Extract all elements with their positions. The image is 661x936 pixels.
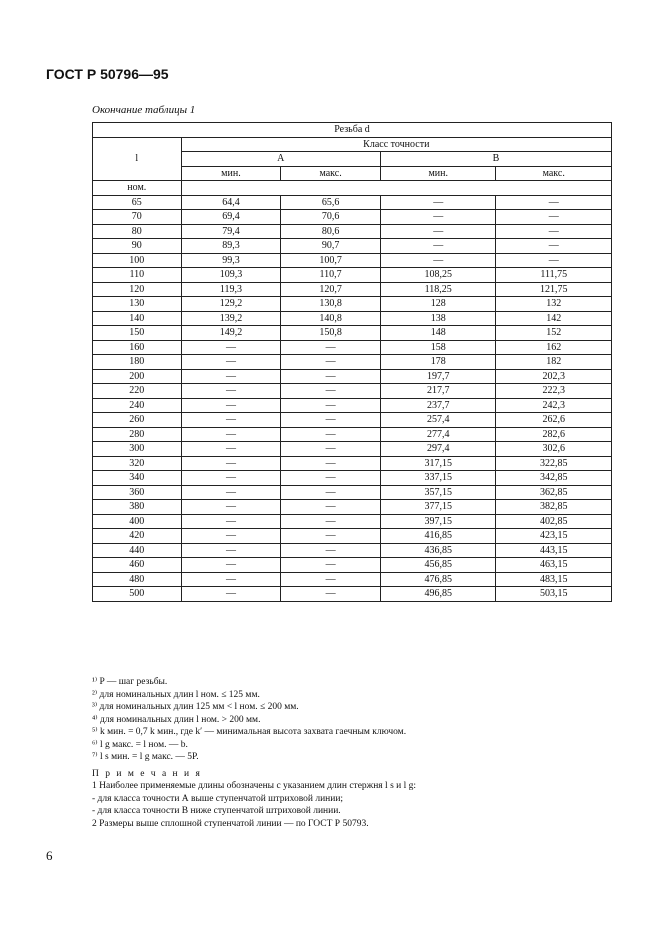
- table-cell: 500: [93, 587, 182, 602]
- footnote: ⁷⁾ l s мин. = l g макс. — 5P.: [92, 752, 199, 763]
- table-cell: 460: [93, 558, 182, 573]
- table-cell: 132: [496, 297, 612, 312]
- table-cell: —: [181, 558, 281, 573]
- table-cell: 70: [93, 210, 182, 225]
- footnote: ³⁾ для номинальных длин 125 мм < l ном. ≤ 200 мм.: [92, 702, 299, 713]
- table-cell: 402,85: [496, 514, 612, 529]
- table-cell: 162: [496, 340, 612, 355]
- table-cell: 297,4: [380, 442, 496, 457]
- table-cell: —: [181, 500, 281, 515]
- table-cell: 463,15: [496, 558, 612, 573]
- table-row: [93, 268, 612, 283]
- table-row: [93, 543, 612, 558]
- table-cell: —: [181, 529, 281, 544]
- table-cell: 150: [93, 326, 182, 341]
- table-row: [93, 413, 612, 428]
- table-cell: —: [181, 543, 281, 558]
- table-cell: 380: [93, 500, 182, 515]
- table-row: [93, 572, 612, 587]
- table-row: [93, 340, 612, 355]
- table-cell: —: [281, 456, 381, 471]
- table-cell: 100,7: [281, 253, 381, 268]
- table-cell: —: [281, 340, 381, 355]
- document-header: ГОСТ Р 50796—95: [46, 66, 169, 82]
- table-cell: —: [181, 340, 281, 355]
- table-cell: 120: [93, 282, 182, 297]
- table-cell: 121,75: [496, 282, 612, 297]
- table-cell: 440: [93, 543, 182, 558]
- table-cell: —: [281, 369, 381, 384]
- table-cell: 130,8: [281, 297, 381, 312]
- note-items: [92, 780, 612, 830]
- table-cell: 302,6: [496, 442, 612, 457]
- table-row: [93, 471, 612, 486]
- a-max-header: макс.: [281, 166, 381, 181]
- page-number: 6: [46, 848, 53, 863]
- table-cell: 242,3: [496, 398, 612, 413]
- table-cell: 139,2: [181, 311, 281, 326]
- class-a-header: А: [181, 152, 380, 167]
- table-cell: 142: [496, 311, 612, 326]
- table-row: [93, 427, 612, 442]
- table-cell: 416,85: [380, 529, 496, 544]
- table-cell: —: [181, 413, 281, 428]
- table-cell: 222,3: [496, 384, 612, 399]
- table-cell: 436,85: [380, 543, 496, 558]
- table-cell: —: [496, 239, 612, 254]
- table-cell: —: [181, 572, 281, 587]
- table-cell: —: [496, 195, 612, 210]
- table-row: [93, 529, 612, 544]
- table-cell: 119,3: [181, 282, 281, 297]
- table-cell: 423,15: [496, 529, 612, 544]
- table-cell: 483,15: [496, 572, 612, 587]
- table-cell: 400: [93, 514, 182, 529]
- table-cell: —: [181, 471, 281, 486]
- table-cell: 456,85: [380, 558, 496, 573]
- table-row: [93, 500, 612, 515]
- table-row: [93, 355, 612, 370]
- table-cell: 476,85: [380, 572, 496, 587]
- table-cell: 282,6: [496, 427, 612, 442]
- thread-group-header: Резьба d: [93, 123, 612, 138]
- table-cell: —: [281, 471, 381, 486]
- table-row: [93, 587, 612, 602]
- table-cell: 65: [93, 195, 182, 210]
- footnote: ⁴⁾ для номинальных длин l ном. > 200 мм.: [92, 714, 261, 725]
- table-row: [93, 398, 612, 413]
- table-cell: —: [281, 355, 381, 370]
- table-cell: 503,15: [496, 587, 612, 602]
- table-cell: —: [281, 427, 381, 442]
- table-cell: —: [281, 558, 381, 573]
- notes-section: [92, 676, 612, 830]
- table-cell: 262,6: [496, 413, 612, 428]
- table-row: [93, 239, 612, 254]
- table-cell: —: [380, 224, 496, 239]
- table-cell: 120,7: [281, 282, 381, 297]
- footnote: ⁵⁾ k мин. = 0,7 k мин., где k′ — минимальная высота захвата гаечным ключом.: [92, 727, 407, 738]
- table-cell: 90: [93, 239, 182, 254]
- table-cell: 280: [93, 427, 182, 442]
- table-cell: —: [181, 398, 281, 413]
- table-cell: 342,85: [496, 471, 612, 486]
- table-cell: 496,85: [380, 587, 496, 602]
- table-cell: 202,3: [496, 369, 612, 384]
- table-cell: —: [281, 543, 381, 558]
- table-cell: —: [181, 442, 281, 457]
- table-cell: 197,7: [380, 369, 496, 384]
- l-column-header: l: [93, 137, 182, 181]
- table-cell: 237,7: [380, 398, 496, 413]
- footnote: ⁶⁾ l g макс. = l ном. — b.: [92, 739, 188, 750]
- table-cell: 128: [380, 297, 496, 312]
- table-cell: —: [281, 514, 381, 529]
- table-cell: 79,4: [181, 224, 281, 239]
- table-cell: 357,15: [380, 485, 496, 500]
- table-cell: 480: [93, 572, 182, 587]
- table-cell: 360: [93, 485, 182, 500]
- table-row: [93, 514, 612, 529]
- table-cell: 108,25: [380, 268, 496, 283]
- table-cell: 182: [496, 355, 612, 370]
- table-row: [93, 384, 612, 399]
- table-row: [93, 311, 612, 326]
- table-cell: 99,3: [181, 253, 281, 268]
- table-cell: —: [281, 413, 381, 428]
- table-row: [93, 297, 612, 312]
- table-cell: 89,3: [181, 239, 281, 254]
- table-row: [93, 253, 612, 268]
- table-cell: 70,6: [281, 210, 381, 225]
- table-cell: 140: [93, 311, 182, 326]
- table-cell: 317,15: [380, 456, 496, 471]
- table-cell: 158: [380, 340, 496, 355]
- table-cell: 64,4: [181, 195, 281, 210]
- nom-header: ном.: [93, 181, 182, 196]
- table-cell: 277,4: [380, 427, 496, 442]
- table-cell: 148: [380, 326, 496, 341]
- table-cell: 240: [93, 398, 182, 413]
- table-row: [93, 282, 612, 297]
- table-cell: —: [181, 384, 281, 399]
- table-cell: —: [181, 427, 281, 442]
- table-cell: 322,85: [496, 456, 612, 471]
- note-item: - для класса точности А выше ступенчатой штриховой линии;: [92, 793, 344, 804]
- table-cell: —: [496, 253, 612, 268]
- notes-title: П р и м е ч а н и я: [92, 768, 202, 779]
- table-cell: 100: [93, 253, 182, 268]
- table-cell: —: [281, 442, 381, 457]
- table-cell: —: [281, 500, 381, 515]
- table-cell: 111,75: [496, 268, 612, 283]
- table-cell: —: [281, 587, 381, 602]
- length-table-wrapper: [92, 122, 612, 602]
- table-cell: 160: [93, 340, 182, 355]
- table-cell: 152: [496, 326, 612, 341]
- table-cell: 129,2: [181, 297, 281, 312]
- table-row: [93, 456, 612, 471]
- note-item: 1 Наиболее применяемые длины обозначены с указанием длин стержня l s и l g:: [92, 781, 417, 792]
- a-min-header: мин.: [181, 166, 281, 181]
- table-cell: 130: [93, 297, 182, 312]
- table-cell: 257,4: [380, 413, 496, 428]
- table-cell: 140,8: [281, 311, 381, 326]
- table-cell: —: [281, 529, 381, 544]
- table-cell: —: [380, 239, 496, 254]
- table-row: [93, 558, 612, 573]
- table-cell: 90,7: [281, 239, 381, 254]
- table-row: [93, 210, 612, 225]
- class-b-header: В: [380, 152, 611, 167]
- table-cell: —: [496, 210, 612, 225]
- table-cell: 340: [93, 471, 182, 486]
- footnote-list: [92, 676, 612, 764]
- table-cell: —: [181, 355, 281, 370]
- table-cell: 150,8: [281, 326, 381, 341]
- b-min-header: мин.: [380, 166, 496, 181]
- table-cell: 65,6: [281, 195, 381, 210]
- table-cell: —: [281, 398, 381, 413]
- table-cell: 80: [93, 224, 182, 239]
- table-cell: 178: [380, 355, 496, 370]
- table-row: [93, 224, 612, 239]
- table-cell: 362,85: [496, 485, 612, 500]
- table-cell: 337,15: [380, 471, 496, 486]
- table-cell: 149,2: [181, 326, 281, 341]
- table-cell: 80,6: [281, 224, 381, 239]
- table-cell: 69,4: [181, 210, 281, 225]
- table-cell: 118,25: [380, 282, 496, 297]
- table-cell: —: [181, 369, 281, 384]
- table-cell: —: [281, 485, 381, 500]
- table-cell: 109,3: [181, 268, 281, 283]
- table-cell: —: [281, 384, 381, 399]
- table-row: [93, 442, 612, 457]
- table-cell: 260: [93, 413, 182, 428]
- table-row: [93, 326, 612, 341]
- class-header: Класс точности: [181, 137, 611, 152]
- table-cell: —: [380, 195, 496, 210]
- table-cell: 220: [93, 384, 182, 399]
- note-item: - для класса точности В ниже ступенчатой штриховой линии.: [92, 806, 341, 817]
- table-cell: 138: [380, 311, 496, 326]
- table-cell: 300: [93, 442, 182, 457]
- table-cell: 110,7: [281, 268, 381, 283]
- b-max-header: макс.: [496, 166, 612, 181]
- table-cell: 110: [93, 268, 182, 283]
- table-cell: 180: [93, 355, 182, 370]
- table-row: [93, 369, 612, 384]
- table-cell: 397,15: [380, 514, 496, 529]
- table-cell: 320: [93, 456, 182, 471]
- table-cell: —: [181, 587, 281, 602]
- table-cell: —: [181, 485, 281, 500]
- table-cell: —: [496, 224, 612, 239]
- table-cell: 420: [93, 529, 182, 544]
- table-row: [93, 485, 612, 500]
- table-cell: 382,85: [496, 500, 612, 515]
- note-item: 2 Размеры выше сплошной ступенчатой линии — по ГОСТ Р 50793.: [92, 818, 369, 829]
- table-row: [93, 195, 612, 210]
- table-cell: —: [281, 572, 381, 587]
- table-cell: —: [380, 253, 496, 268]
- table-caption: Окончание таблицы 1: [92, 104, 196, 116]
- table-cell: 217,7: [380, 384, 496, 399]
- length-table: [92, 122, 612, 602]
- footnote: ¹⁾ P — шаг резьбы.: [92, 677, 168, 687]
- table-cell: —: [181, 514, 281, 529]
- footnote: ²⁾ для номинальных длин l ном. ≤ 125 мм.: [92, 689, 260, 700]
- table-cell: 200: [93, 369, 182, 384]
- table-cell: —: [181, 456, 281, 471]
- table-cell: 443,15: [496, 543, 612, 558]
- table-cell: 377,15: [380, 500, 496, 515]
- table-cell: —: [380, 210, 496, 225]
- length-table-body: [93, 195, 612, 601]
